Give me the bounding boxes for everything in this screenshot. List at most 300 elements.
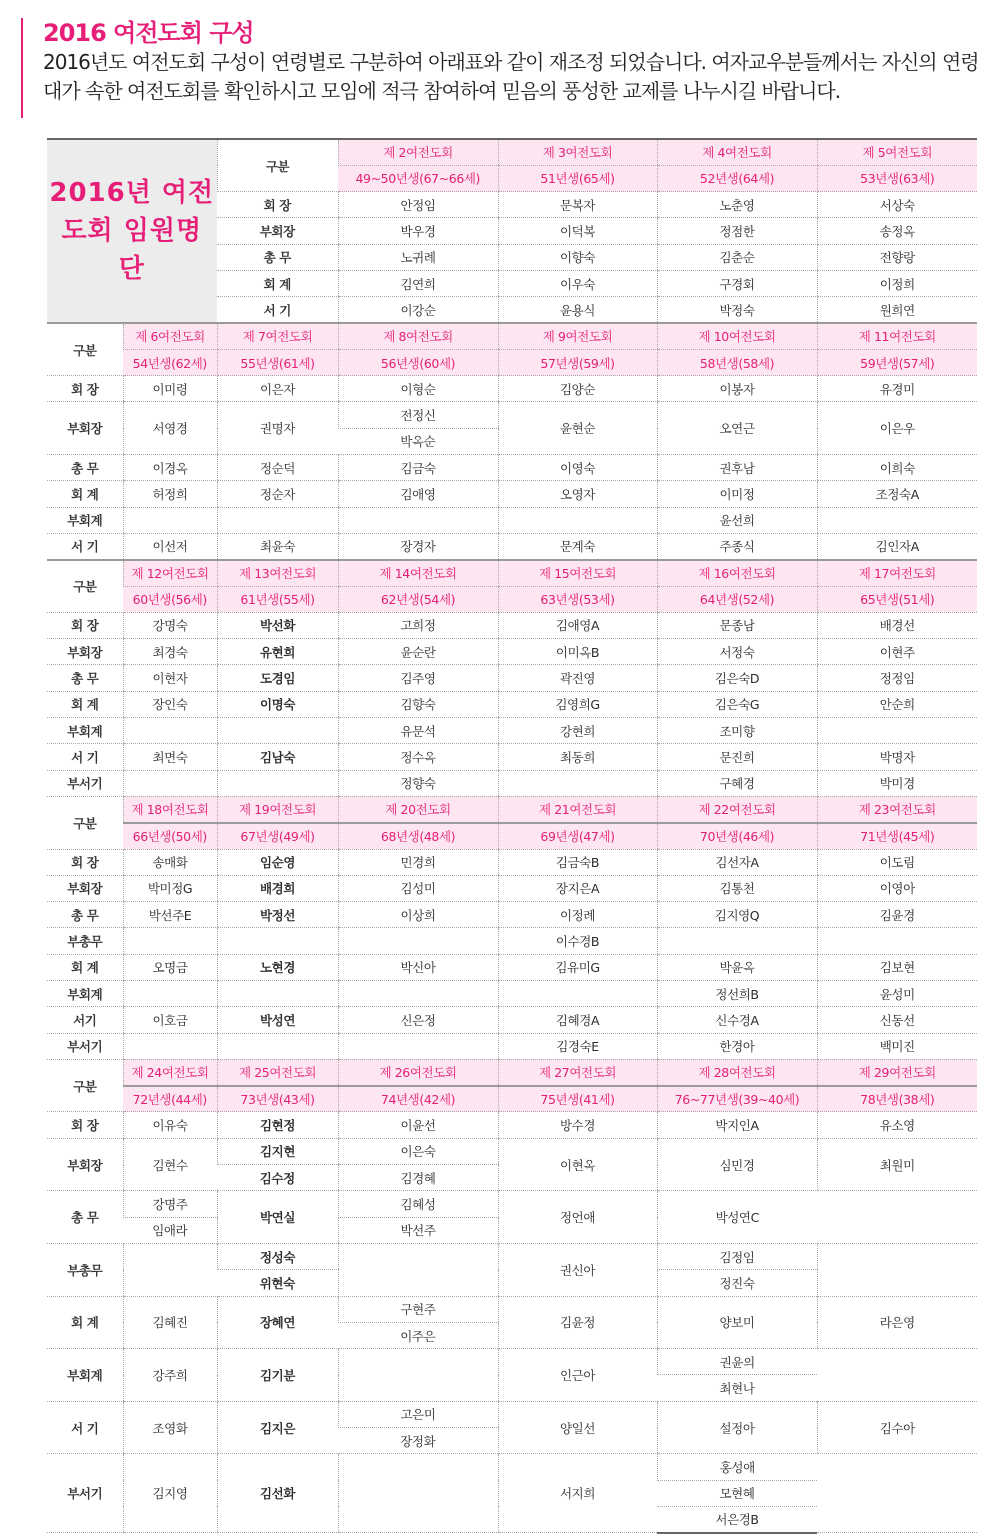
- table-cell: [338, 507, 498, 533]
- group-header-cell: 76~77년생(39~40세): [657, 1086, 817, 1112]
- officer-name: 이은우: [817, 402, 977, 455]
- officer-name: 유문석: [338, 718, 498, 744]
- officer-name: 김인자A: [817, 533, 977, 559]
- group-header-cell: 제 20전도회: [338, 796, 498, 822]
- officer-name: 이호금: [123, 1007, 217, 1033]
- officer-name: 김금숙B: [498, 849, 657, 875]
- officer-name: 박윤옥: [657, 954, 817, 980]
- group-header-cell: 53년생(63세): [817, 165, 977, 191]
- table-cell: [123, 507, 217, 533]
- officer-name: 임애라: [123, 1217, 217, 1243]
- officer-name: 정선희B: [657, 981, 817, 1007]
- officer-name: 권윤의: [657, 1349, 817, 1375]
- table-row: [47, 1033, 977, 1059]
- officer-name: 권후남: [657, 455, 817, 481]
- role-label: 부회장: [47, 402, 123, 455]
- officer-name: 윤현순: [498, 402, 657, 455]
- officer-name: 김수아: [817, 1401, 977, 1454]
- group-header-cell: 51년생(65세): [498, 165, 657, 191]
- officer-name: 구혜경: [657, 770, 817, 796]
- officer-name: 박선화: [217, 612, 338, 638]
- table-row: [47, 796, 977, 822]
- officer-name: 김현정: [217, 1112, 338, 1138]
- officer-name: 신동선: [817, 1007, 977, 1033]
- role-label: 부회계: [47, 1349, 123, 1402]
- role-label: 구분: [217, 139, 338, 192]
- officer-name: 김경혜: [338, 1165, 498, 1191]
- group-header-cell: 제 7여전도회: [217, 323, 338, 349]
- officer-name: 이덕복: [498, 218, 657, 244]
- group-header-cell: 제 2여전도회: [338, 139, 498, 165]
- group-header-cell: 71년생(45세): [817, 823, 977, 849]
- role-label: 회 장: [217, 192, 338, 218]
- officer-name: 김선자A: [657, 849, 817, 875]
- officer-name: 이현옥: [498, 1138, 657, 1191]
- officer-name: 윤용식: [498, 297, 657, 323]
- officer-name: 허정희: [123, 481, 217, 507]
- group-header-cell: 57년생(59세): [498, 349, 657, 375]
- table-cell: [338, 1243, 498, 1296]
- group-header-cell: 제 13여전도회: [217, 560, 338, 586]
- table-cell: [123, 1243, 217, 1296]
- officer-name: 김혜경A: [498, 1007, 657, 1033]
- group-header-cell: 68년생(48세): [338, 823, 498, 849]
- role-label: 부회계: [47, 507, 123, 533]
- table-row: [47, 981, 977, 1007]
- group-header-cell: 제 26여전도회: [338, 1059, 498, 1085]
- officer-name: 김지은: [217, 1401, 338, 1454]
- role-label: 부회계: [47, 981, 123, 1007]
- officer-name: 정성숙: [217, 1243, 338, 1269]
- table-row: [47, 954, 977, 980]
- role-label: 부서기: [47, 770, 123, 796]
- officer-name: 김선화: [217, 1454, 338, 1533]
- role-label: 구분: [47, 323, 123, 376]
- officer-name: 이미령: [123, 376, 217, 402]
- officer-name: 최현나: [657, 1375, 817, 1401]
- table-row: [47, 1243, 977, 1269]
- officer-name: 박선주E: [123, 902, 217, 928]
- officer-name: 박정숙: [657, 297, 817, 323]
- officer-name: 윤선희: [657, 507, 817, 533]
- table-row: [47, 902, 977, 928]
- officer-name: 박성연: [217, 1007, 338, 1033]
- role-label: 회 장: [47, 1112, 123, 1138]
- table-cell: [338, 1454, 498, 1533]
- group-header-cell: 제 23여전도회: [817, 796, 977, 822]
- table-cell: [817, 1349, 977, 1402]
- officer-name: 김지영Q: [657, 902, 817, 928]
- table-row: [47, 1349, 977, 1375]
- role-label: 서 기: [47, 744, 123, 770]
- role-label: 총 무: [47, 902, 123, 928]
- officer-name: 윤성미: [817, 981, 977, 1007]
- officer-name: 양보미: [657, 1296, 817, 1349]
- table-cell: [338, 981, 498, 1007]
- officer-name: 서영경: [123, 402, 217, 455]
- officer-name: 정점한: [657, 218, 817, 244]
- table-cell: [123, 981, 217, 1007]
- officer-name: 조영화: [123, 1401, 217, 1454]
- table-cell: [338, 1349, 498, 1402]
- officer-name: 강명주: [123, 1191, 217, 1217]
- role-label: 부회장: [47, 875, 123, 901]
- officer-name: 이은자: [217, 376, 338, 402]
- roster-title: 2016년 여전도회 임원명단: [47, 139, 217, 323]
- officer-name: 정언애: [498, 1191, 657, 1244]
- table-row: [47, 1086, 977, 1112]
- table-cell: [338, 1033, 498, 1059]
- officer-name: 최경숙: [123, 639, 217, 665]
- table-cell: [498, 507, 657, 533]
- officer-name: 이영아: [817, 875, 977, 901]
- table-row: [47, 586, 977, 612]
- officer-name: 오연근: [657, 402, 817, 455]
- officer-name: 유현희: [217, 639, 338, 665]
- officer-name: 고희정: [338, 612, 498, 638]
- officer-name: 이명숙: [217, 691, 338, 717]
- table-row: [47, 770, 977, 796]
- table-row: [47, 1059, 977, 1085]
- table-row: [47, 323, 977, 349]
- group-header-cell: 75년생(41세): [498, 1086, 657, 1112]
- group-header-cell: 72년생(44세): [123, 1086, 217, 1112]
- role-label: 구분: [47, 560, 123, 613]
- officer-name: 김향숙: [338, 691, 498, 717]
- officer-name: 노현경: [217, 954, 338, 980]
- table-cell: [817, 718, 977, 744]
- officer-name: 문종남: [657, 612, 817, 638]
- officer-name: 김성미: [338, 875, 498, 901]
- table-cell: [217, 981, 338, 1007]
- officer-name: 구경회: [657, 270, 817, 296]
- officer-name: 최원미: [817, 1138, 977, 1191]
- role-label: 서 기: [217, 297, 338, 323]
- officer-name: 이미정: [657, 481, 817, 507]
- officer-name: 장혜연: [217, 1296, 338, 1349]
- officer-name: 조정숙A: [817, 481, 977, 507]
- officer-name: 장경자: [338, 533, 498, 559]
- officer-name: 원희연: [817, 297, 977, 323]
- group-header-cell: 제 10여전도회: [657, 323, 817, 349]
- group-header-cell: 제 19여전도회: [217, 796, 338, 822]
- officer-name: 이봉자: [657, 376, 817, 402]
- group-header-cell: 제 9여전도회: [498, 323, 657, 349]
- table-row: [47, 1454, 977, 1480]
- officer-name: 오명금: [123, 954, 217, 980]
- table-row: [47, 1112, 977, 1138]
- officer-name: 양일선: [498, 1401, 657, 1454]
- officer-name: 서정숙: [657, 639, 817, 665]
- officer-name: 박신아: [338, 954, 498, 980]
- officer-name: 신은정: [338, 1007, 498, 1033]
- role-label: 회 계: [47, 691, 123, 717]
- role-label: 총 무: [47, 1191, 123, 1244]
- officer-name: 김금숙: [338, 455, 498, 481]
- table-cell: [817, 1191, 977, 1244]
- role-label: 부회장: [47, 639, 123, 665]
- officer-name: 정순자: [217, 481, 338, 507]
- group-header-cell: 59년생(57세): [817, 349, 977, 375]
- officer-name: 김수정: [217, 1165, 338, 1191]
- officer-name: 정수옥: [338, 744, 498, 770]
- group-header-cell: 제 3여전도회: [498, 139, 657, 165]
- officer-name: 송매화: [123, 849, 217, 875]
- officer-name: 이희숙: [817, 455, 977, 481]
- officer-name: 최면숙: [123, 744, 217, 770]
- table-cell: [123, 928, 217, 954]
- group-header-cell: 제 15여전도회: [498, 560, 657, 586]
- table-row: [47, 1296, 977, 1322]
- officer-name: 장지은A: [498, 875, 657, 901]
- officer-name: 김지영: [123, 1454, 217, 1533]
- officer-name: 김현수: [123, 1138, 217, 1191]
- table-row: [47, 928, 977, 954]
- officer-name: 김혜성: [338, 1191, 498, 1217]
- officer-name: 배경희: [217, 875, 338, 901]
- role-label: 회 장: [47, 849, 123, 875]
- officer-name: 송정옥: [817, 218, 977, 244]
- officer-name: 김경숙E: [498, 1033, 657, 1059]
- role-label: 부총무: [47, 928, 123, 954]
- officer-name: 유경미: [817, 376, 977, 402]
- officer-name: 안정임: [338, 192, 498, 218]
- officer-name: 박연실: [217, 1191, 338, 1244]
- group-header-cell: 제 21여전도회: [498, 796, 657, 822]
- officer-name: 김영희G: [498, 691, 657, 717]
- group-header-cell: 67년생(49세): [217, 823, 338, 849]
- officer-name: 권신아: [498, 1243, 657, 1296]
- officer-name: 고은미: [338, 1401, 498, 1427]
- table-row: [47, 718, 977, 744]
- group-header-cell: 60년생(56세): [123, 586, 217, 612]
- table-cell: [217, 507, 338, 533]
- group-header-cell: 54년생(62세): [123, 349, 217, 375]
- officer-name: 이형순: [338, 376, 498, 402]
- officer-name: 김연희: [338, 270, 498, 296]
- table-row: [47, 560, 977, 586]
- officer-name: 박성연C: [657, 1191, 817, 1244]
- officer-name: 이유숙: [123, 1112, 217, 1138]
- officer-name: 이윤선: [338, 1112, 498, 1138]
- group-header-cell: 제 16여전도회: [657, 560, 817, 586]
- officer-name: 이정례: [498, 902, 657, 928]
- table-row: [47, 349, 977, 375]
- table-cell: [657, 928, 817, 954]
- role-label: 회 장: [47, 612, 123, 638]
- officer-name: 강주희: [123, 1349, 217, 1402]
- officer-name: 박지인A: [657, 1112, 817, 1138]
- table-cell: [817, 507, 977, 533]
- table-row: [47, 665, 977, 691]
- page-header: [21, 18, 991, 118]
- officer-name: 장인숙: [123, 691, 217, 717]
- officer-name: 이정희: [817, 270, 977, 296]
- group-header-cell: 제 22여전도회: [657, 796, 817, 822]
- group-header-cell: 제 14여전도회: [338, 560, 498, 586]
- group-header-cell: 제 5여전도회: [817, 139, 977, 165]
- table-cell: [123, 770, 217, 796]
- table-cell: [817, 1454, 977, 1533]
- role-label: 총 무: [47, 665, 123, 691]
- officer-name: 정정임: [817, 665, 977, 691]
- officer-name: 김애영A: [498, 612, 657, 638]
- table-cell: [217, 1033, 338, 1059]
- table-cell: [817, 1243, 977, 1296]
- group-header-cell: 58년생(58세): [657, 349, 817, 375]
- group-header-cell: 66년생(50세): [123, 823, 217, 849]
- officer-name: 김은숙G: [657, 691, 817, 717]
- officer-name: 서은경B: [657, 1506, 817, 1532]
- officer-name: 최동희: [498, 744, 657, 770]
- role-label: 구분: [47, 1059, 123, 1112]
- group-header-cell: 제 11여전도회: [817, 323, 977, 349]
- officer-name: 박미정G: [123, 875, 217, 901]
- table-row: [47, 533, 977, 559]
- officer-name: 이수경B: [498, 928, 657, 954]
- role-label: 서 기: [47, 533, 123, 559]
- officer-name: 박우경: [338, 218, 498, 244]
- officer-name: 문계숙: [498, 533, 657, 559]
- group-header-cell: 55년생(61세): [217, 349, 338, 375]
- officer-name: 윤순란: [338, 639, 498, 665]
- officer-name: 이미옥B: [498, 639, 657, 665]
- table-row: [47, 691, 977, 717]
- role-label: 총 무: [47, 455, 123, 481]
- officer-name: 백미진: [817, 1033, 977, 1059]
- officer-name: 라은영: [817, 1296, 977, 1349]
- officer-name: 장정화: [338, 1428, 498, 1454]
- officer-name: 이도림: [817, 849, 977, 875]
- table-row: [47, 823, 977, 849]
- officer-name: 김춘순: [657, 244, 817, 270]
- group-header-cell: 제 12여전도회: [123, 560, 217, 586]
- officer-name: 이선저: [123, 533, 217, 559]
- officer-name: 박선주: [338, 1217, 498, 1243]
- officer-name: 오영자: [498, 481, 657, 507]
- officer-name: 박정선: [217, 902, 338, 928]
- officer-name: 유소영: [817, 1112, 977, 1138]
- role-label: 서 기: [47, 1401, 123, 1454]
- officer-name: 노귀례: [338, 244, 498, 270]
- group-header-cell: 제 28여전도회: [657, 1059, 817, 1085]
- table-row: [47, 507, 977, 533]
- group-header-cell: 제 4여전도회: [657, 139, 817, 165]
- group-header-cell: 제 25여전도회: [217, 1059, 338, 1085]
- officer-name: 이강순: [338, 297, 498, 323]
- group-header-cell: 61년생(55세): [217, 586, 338, 612]
- officer-name: 이주은: [338, 1322, 498, 1348]
- officer-name: 인근아: [498, 1349, 657, 1402]
- officer-name: 배경선: [817, 612, 977, 638]
- officer-name: 권명자: [217, 402, 338, 455]
- role-label: 부회장: [217, 218, 338, 244]
- group-header-cell: 56년생(60세): [338, 349, 498, 375]
- officer-name: 설정아: [657, 1401, 817, 1454]
- role-label: 서기: [47, 1007, 123, 1033]
- officer-name: 김지현: [217, 1138, 338, 1164]
- role-label: 부회계: [47, 718, 123, 744]
- officer-name: 위현숙: [217, 1270, 338, 1296]
- group-header-cell: 49~50년생(67~66세): [338, 165, 498, 191]
- officer-name: 문진희: [657, 744, 817, 770]
- role-label: 회 계: [47, 954, 123, 980]
- officer-name: 심민경: [657, 1138, 817, 1191]
- officer-name: 김양순: [498, 376, 657, 402]
- role-label: 부회장: [47, 1138, 123, 1191]
- officer-name: 주종식: [657, 533, 817, 559]
- group-header-cell: 제 6여전도회: [123, 323, 217, 349]
- table-row: [47, 849, 977, 875]
- group-header-cell: 제 24여전도회: [123, 1059, 217, 1085]
- role-label: 부총무: [47, 1243, 123, 1296]
- table-cell: [338, 928, 498, 954]
- officer-name: 임순영: [217, 849, 338, 875]
- group-header-cell: 제 8여전도회: [338, 323, 498, 349]
- officer-name: 서지희: [498, 1454, 657, 1533]
- officer-name: 정향숙: [338, 770, 498, 796]
- officer-name: 김윤정: [498, 1296, 657, 1349]
- group-header-cell: 74년생(42세): [338, 1086, 498, 1112]
- role-label: 부서기: [47, 1033, 123, 1059]
- intro-text: 2016년도 여전도회 구성이 연령별로 구분하여 아래표와 같이 재조정 되었습니다. 여자교우분들께서는 자신의 연령대가 속한 여전도회를 확인하시고 모임에 적극 참여하여 믿음의 풍성한 교제를 나누시길 바랍니다.: [43, 50, 979, 103]
- officer-name: 전정신: [338, 402, 498, 428]
- table-row: [47, 139, 977, 165]
- officer-name: 이현주: [817, 639, 977, 665]
- table-cell: [123, 1033, 217, 1059]
- officer-name: 안순희: [817, 691, 977, 717]
- table-row: [47, 402, 977, 428]
- group-header-cell: 62년생(54세): [338, 586, 498, 612]
- officer-name: 최윤숙: [217, 533, 338, 559]
- officer-name: 문복자: [498, 192, 657, 218]
- group-header-cell: 64년생(52세): [657, 586, 817, 612]
- table-cell: [217, 718, 338, 744]
- table-row: [47, 1007, 977, 1033]
- officer-name: 정진숙: [657, 1270, 817, 1296]
- officer-name: 방수경: [498, 1112, 657, 1138]
- officer-name: 김혜진: [123, 1296, 217, 1349]
- officer-name: 이상희: [338, 902, 498, 928]
- role-label: 회 계: [47, 481, 123, 507]
- table-row: [47, 455, 977, 481]
- table-row: [47, 744, 977, 770]
- officer-name: 김애영: [338, 481, 498, 507]
- table-row: [47, 875, 977, 901]
- officer-name: 김유미G: [498, 954, 657, 980]
- officer-name: 구현주: [338, 1296, 498, 1322]
- officer-name: 노춘영: [657, 192, 817, 218]
- officer-name: 한경아: [657, 1033, 817, 1059]
- officer-name: 김정임: [657, 1243, 817, 1269]
- role-label: 회 계: [47, 1296, 123, 1349]
- officer-name: 정순덕: [217, 455, 338, 481]
- officer-name: 조미향: [657, 718, 817, 744]
- table-row: [47, 481, 977, 507]
- officer-name: 김통천: [657, 875, 817, 901]
- table-row: [47, 376, 977, 402]
- group-header-cell: 제 29여전도회: [817, 1059, 977, 1085]
- officer-name: 이은숙: [338, 1138, 498, 1164]
- role-label: 회 계: [217, 270, 338, 296]
- group-header-cell: 제 17여전도회: [817, 560, 977, 586]
- table-row: [47, 1191, 977, 1217]
- group-header-cell: 65년생(51세): [817, 586, 977, 612]
- group-header-cell: 제 27여전도회: [498, 1059, 657, 1085]
- officer-name: 이현자: [123, 665, 217, 691]
- officer-name: 김남숙: [217, 744, 338, 770]
- officer-name: 서상숙: [817, 192, 977, 218]
